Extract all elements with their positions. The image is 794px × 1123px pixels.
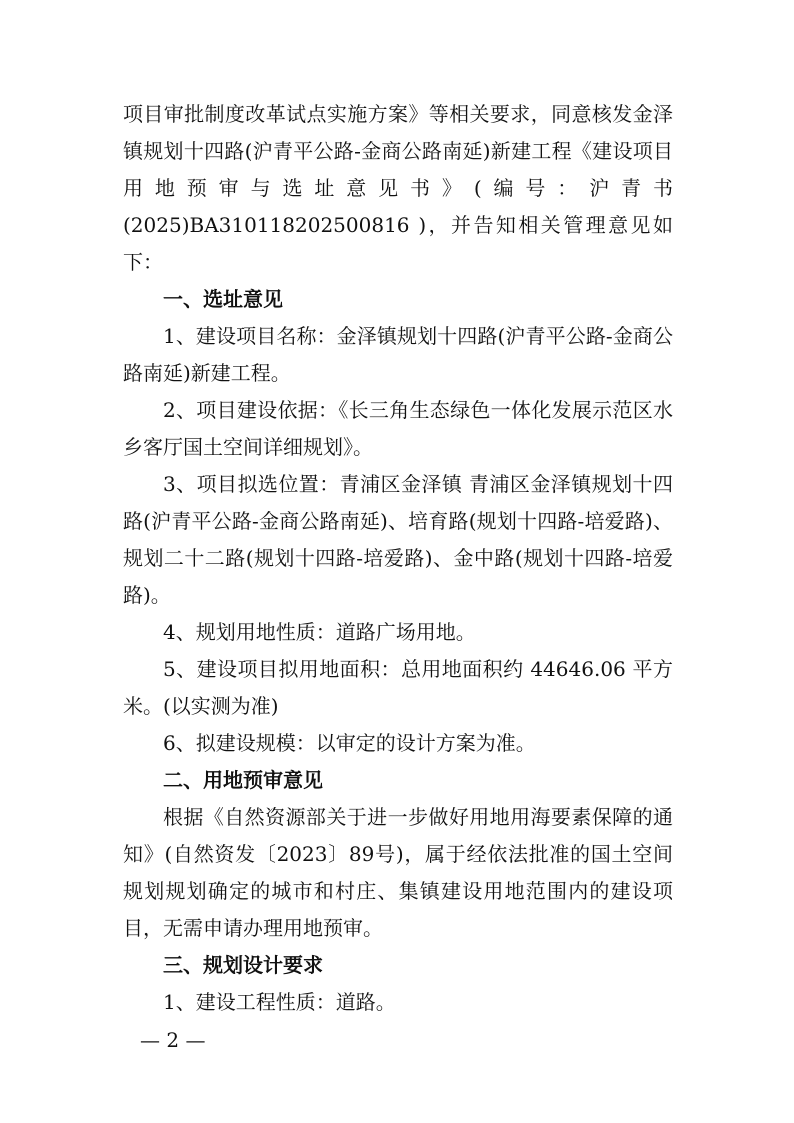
paragraph-construction-basis: 2、项目建设依据：《长三角生态绿色一体化发展示范区水乡客厅国土空间详细规划》。 [123,398,673,459]
section-heading-land-pre-review: 二、用地预审意见 [163,768,323,792]
paragraph-proposed-location: 3、项目拟选位置：青浦区金泽镇 青浦区金泽镇规划十四路(沪青平公路-金商公路南延)、培育路(规划十四路-培爱路)、规划二十二路(规划十四路-培爱路)、金中路(规划十四路-培爱路)。 [123,472,673,607]
paragraph-construction-scale: 6、拟建设规模：以审定的设计方案为准。 [163,731,536,755]
paragraph-land-use-nature: 4、规划用地性质：道路广场用地。 [163,620,476,644]
paragraph-land-area: 5、建设项目拟用地面积：总用地面积约 44646.06 平方米。(以实测为准) [123,657,673,718]
section-heading-planning-design: 三、规划设计要求 [163,953,323,977]
page-number: — 2 — [140,1028,206,1052]
paragraph-pre-review-basis: 根据《自然资源部关于进一步做好用地用海要素保障的通知》(自然资发〔2023〕89号)，属于经依法批准的国土空间规划规划确定的城市和村庄、集镇建设用地范围内的建设项目，无需申请办理用地预审。 [123,805,673,940]
document-body [123,96,673,1021]
paragraph-project-name: 1、建设项目名称：金泽镇规划十四路(沪青平公路-金商公路南延)新建工程。 [123,324,673,385]
paragraph-project-nature: 1、建设工程性质：道路。 [163,990,396,1014]
paragraph-intro: 项目审批制度改革试点实施方案》等相关要求，同意核发金泽镇规划十四路(沪青平公路-金商公路南延)新建工程《建设项目用地预审与选址意见书》(编号：沪青书(2025)BA310118202500816 )，并告知相关管理意见如下： [123,102,673,274]
section-heading-site-selection: 一、选址意见 [163,287,283,311]
